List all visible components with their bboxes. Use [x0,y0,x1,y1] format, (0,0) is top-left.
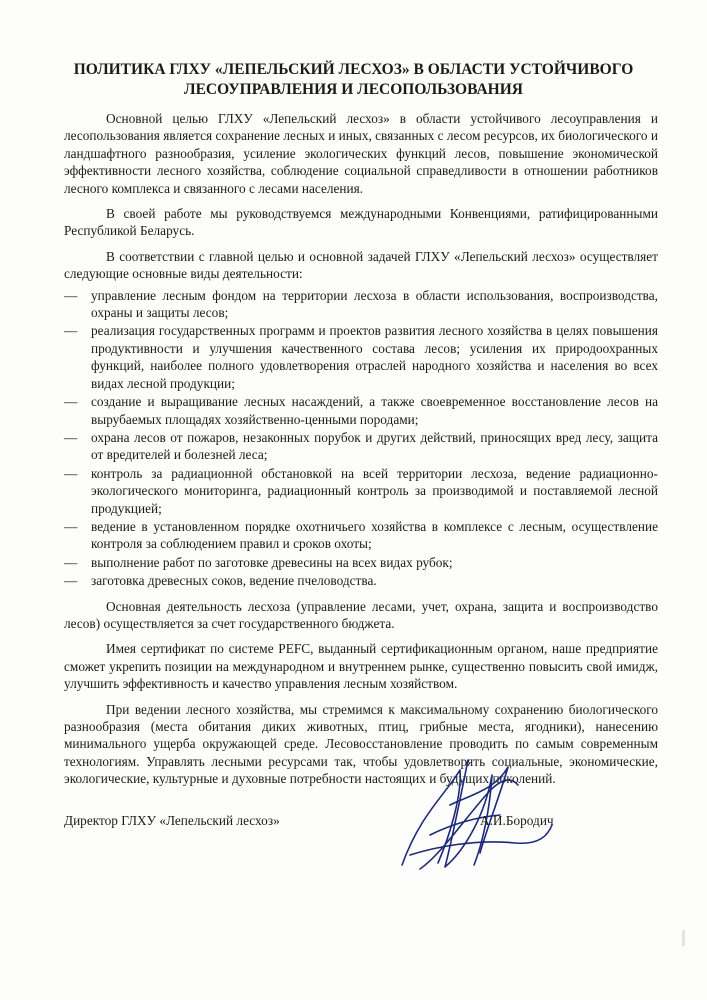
list-item [64,287,658,322]
list-item-text: управление лесным фондом на территории лесхоза в области использования, воспроизводства, охраны и защиты лесов; [91,287,658,321]
list-item-text: реализация государственных программ и проектов развития лесного хозяйства в целях повышения продуктивности и улучшения качественного состава лесов; усиления их природоохранных функций, наиболее полного удовлетворения отраслей народного хозяйства и населения во всех видах лесной продукции; [91,323,658,391]
signature-stroke [402,770,460,865]
dash-marker: — [64,518,78,534]
signatory-name: А.И.Бородич [480,813,554,828]
activities-list [64,287,658,590]
list-item [64,465,658,517]
paragraph-conventions: В своей работе мы руководствуемся международными Конвенциями, ратифицированными Республикой Беларусь. [64,206,658,239]
dash-marker: — [64,554,78,570]
dash-marker: — [64,465,78,481]
list-item-text: охрана лесов от пожаров, незаконных порубок и других действий, приносящих вред лесу, защита от вредителей и болезней леса; [91,429,658,463]
dash-marker: — [64,323,78,339]
paragraph-biodiversity: При ведении лесного хозяйства, мы стремимся к максимальному сохранению биологического разнообразия (места обитания диких животных, птиц, грибные места, ягодники), нанесению минимального ущерба окружающей среде. Лесовосстановление проводить по самым современным технологиям. Управлять лесными ресурсами так, чтобы удовлетворять социальные, экономические, экологические, культурные и духовные потребности настоящих и будущих поколений. [64,701,658,787]
paragraph-purpose: Основной целью ГЛХУ «Лепельский лесхоз» в области устойчивого лесоуправления и лесопользования является сохранение лесных и иных, связанных с лесом ресурсов, их биологического и ландшафтного разнообразия, усиление экологических функций лесов, повышение экономической эффективности лесного хозяйства, соблюдение социальной справедливости в отношении работников лесного комплекса и связанного с лесами населения. [64,111,658,196]
signatory-title: Директор ГЛХУ «Лепельский лесхоз» [64,813,280,828]
title-line-2: ЛЕСОУПРАВЛЕНИЯ И ЛЕСОПОЛЬЗОВАНИЯ [184,81,523,98]
list-item-text: создание и выращивание лесных насаждений, а также своевременное восстановление лесов на вырубаемых площадях хозяйственно-ценными породами; [91,394,658,427]
list-item [64,518,658,553]
scan-artifact [682,930,685,946]
list-item [64,393,658,428]
document-title [40,60,667,100]
dash-marker: — [64,573,78,589]
signature-stroke [450,767,508,853]
dash-marker: — [64,287,78,303]
list-item-text: заготовка древесных соков, ведение пчеловодства. [91,573,377,589]
list-item [64,572,658,589]
list-item [64,429,658,464]
list-item-text: ведение в установленном порядке охотничьего хозяйства в комплексе с лесным, осуществление контроля за соблюдением правил и сроков охоты; [91,518,658,552]
paragraph-funding: Основная деятельность лесхоза (управление лесами, учет, охрана, защита и воспроизводство лесов) осуществляется за счет государственного бюджета. [64,598,658,631]
dash-marker: — [64,394,78,410]
paragraph-activities-intro: В соответствии с главной целью и основной задачей ГЛХУ «Лепельский лесхоз» осуществляет следующие основные виды деятельности: [64,248,658,282]
paragraph-certificate: Имея сертификат по системе PEFC, выданный сертификационным органом, наше предприятие сможет укрепить позиции на международном и внутреннем рынке, существенно повысить свой имидж, улучшить эффективность и качество управления лесным хозяйством. [64,641,658,692]
list-item-text: выполнение работ по заготовке древесины на всех видах рубок; [91,554,453,570]
list-item [64,554,658,571]
document-body [64,110,658,796]
title-line-1: ПОЛИТИКА ГЛХУ «ЛЕПЕЛЬСКИЙ ЛЕСХОЗ» В ОБЛАСТИ УСТОЙЧИВОГО [73,61,634,78]
dash-marker: — [64,429,78,445]
list-item [64,322,658,392]
list-item-text: контроль за радиационной обстановкой на всей территории лесхоза, ведение радиационно-экологического мониторинга, радиационный контроль за производимой и поставляемой лесной продукцией; [91,465,658,516]
